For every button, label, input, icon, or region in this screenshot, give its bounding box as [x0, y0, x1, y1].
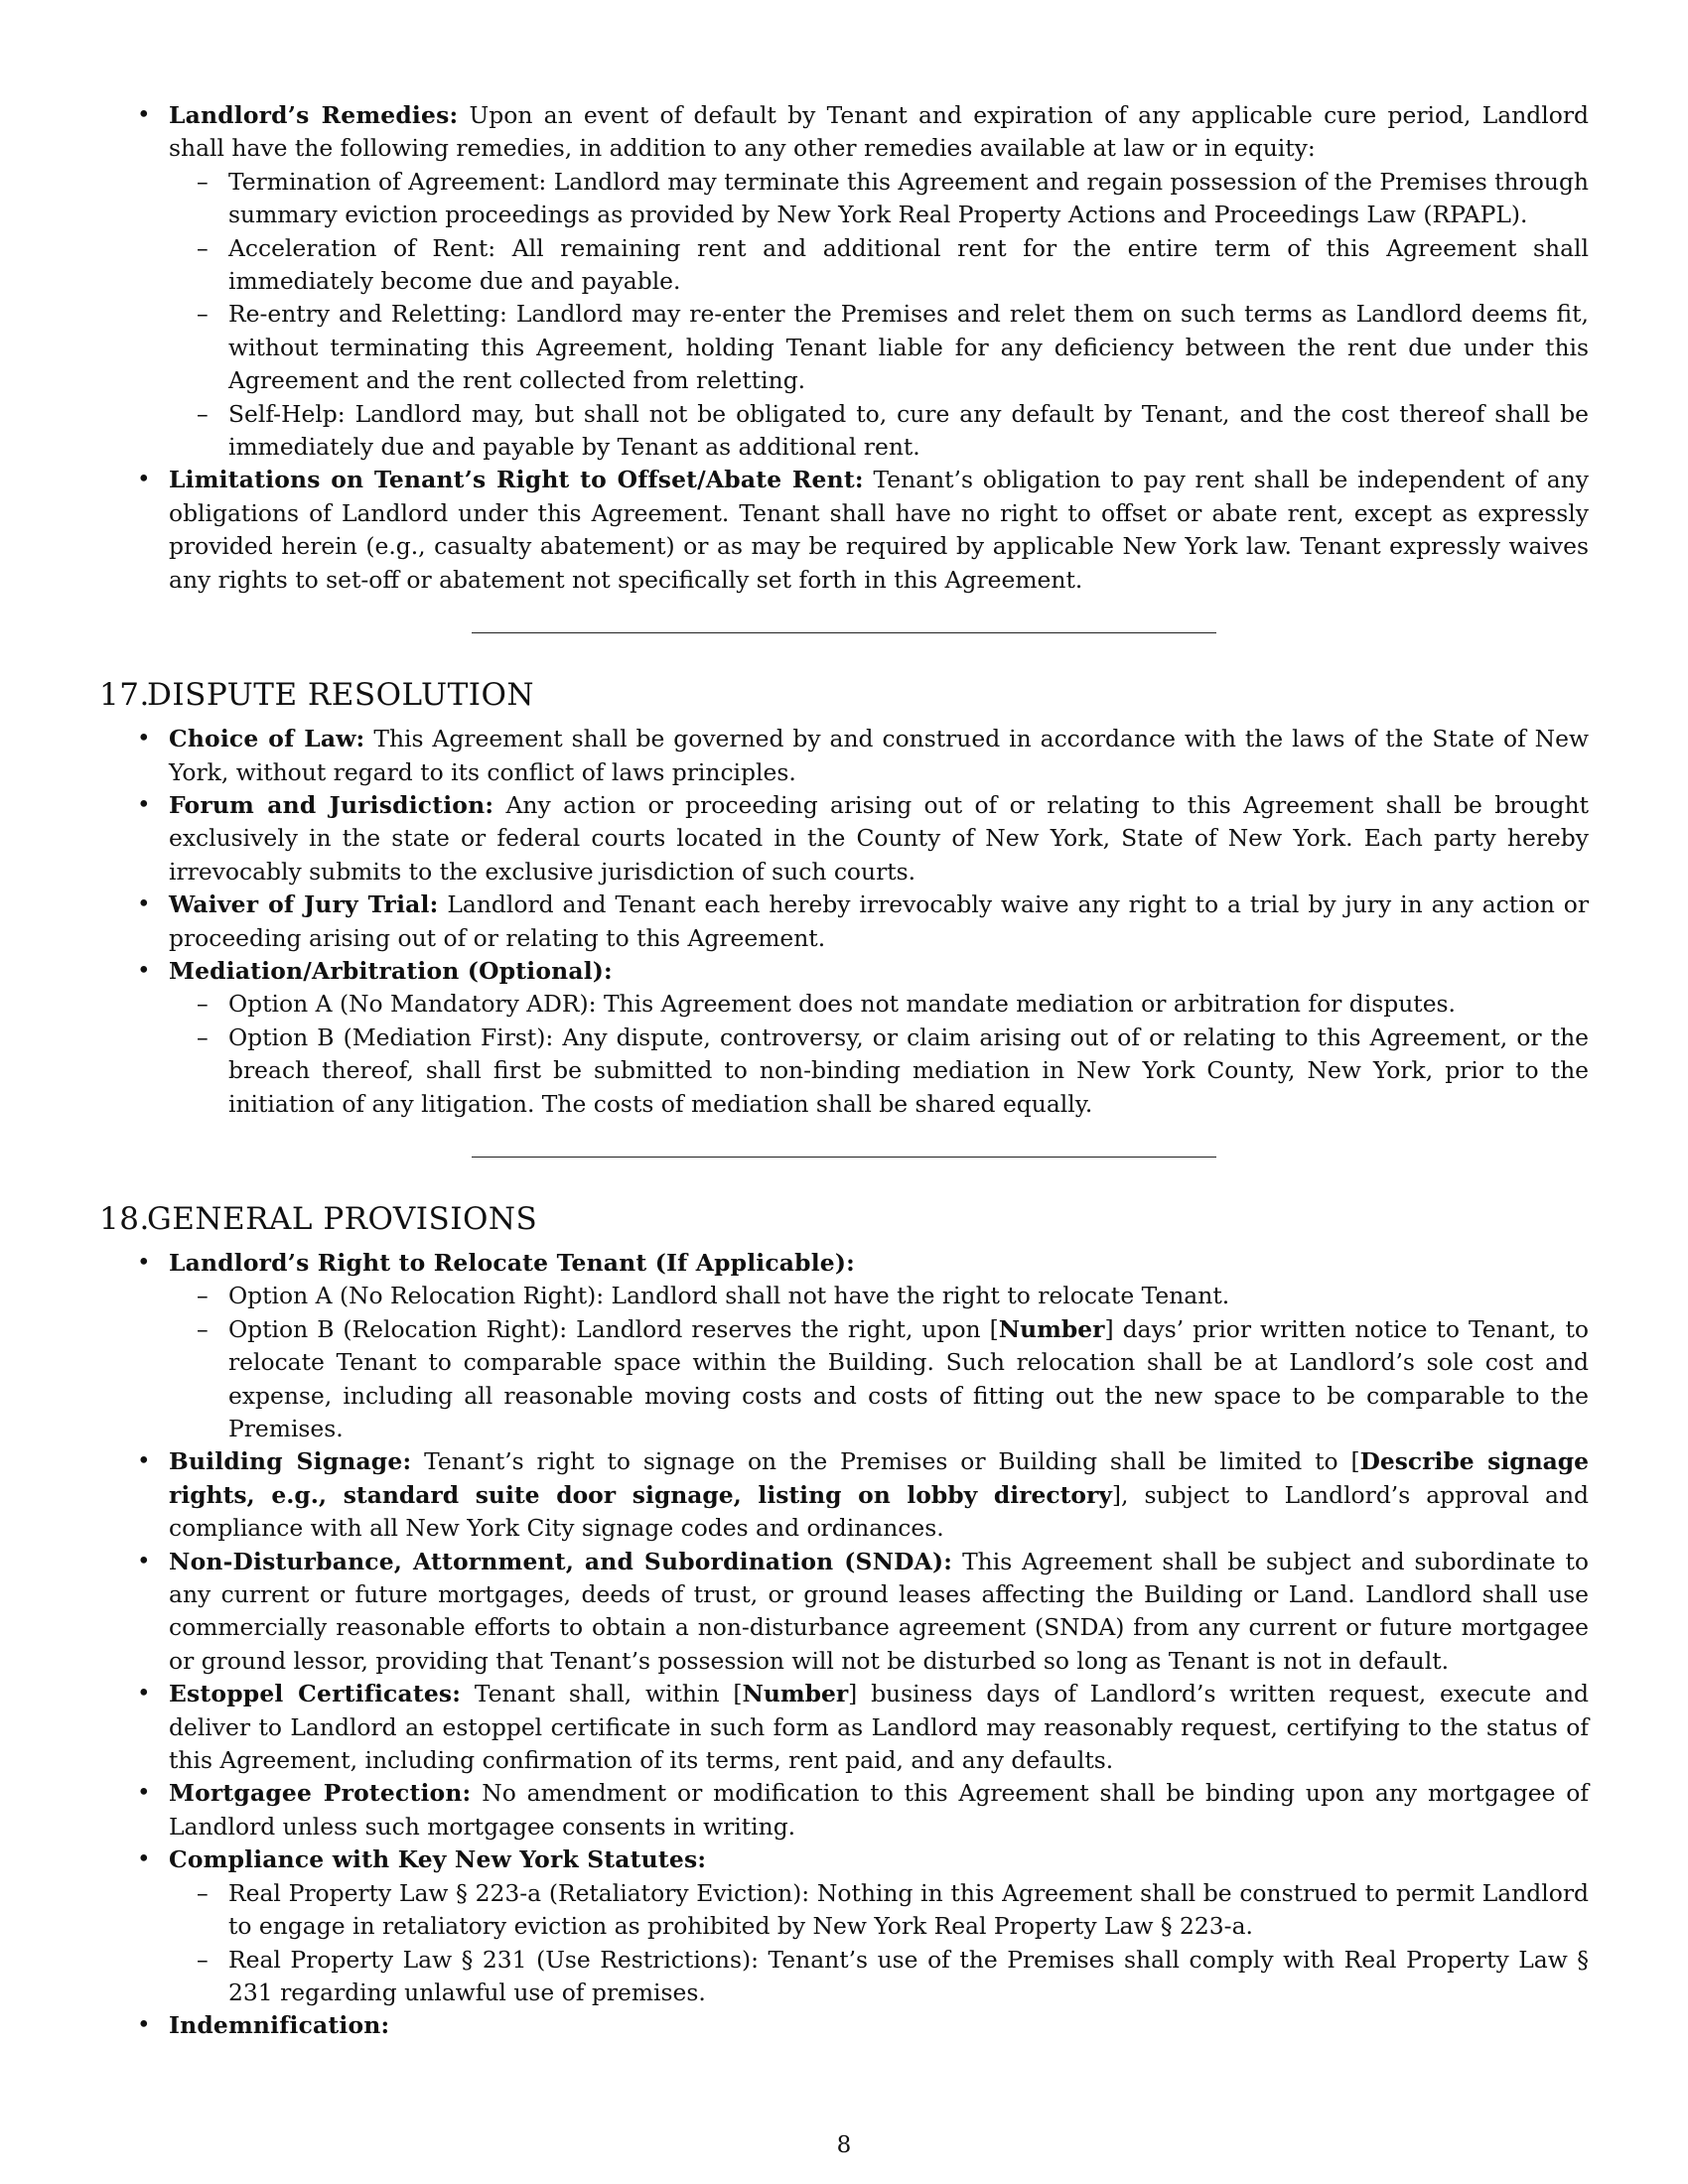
relocation-options	[169, 1280, 1589, 1445]
item-lead: Building Signage:	[169, 1447, 412, 1476]
item-lead: Mortgagee Protection:	[169, 1779, 472, 1808]
section-divider	[472, 1157, 1216, 1158]
sub-item-option-a: – Option A (No Mandatory ADR): This Agreement does not mandate mediation or arbitration for disputes.	[169, 988, 1589, 1021]
section-number: 18.	[99, 1200, 150, 1237]
section-16-continuation	[99, 99, 1589, 597]
section-18-heading	[99, 1199, 1589, 1239]
item-lead: Choice of Law:	[169, 725, 365, 753]
item-text-1: Tenant shall, within [	[461, 1680, 743, 1708]
item-lead: Forum and Jurisdiction:	[169, 790, 494, 819]
list-item-mortgagee-protection	[99, 1777, 1589, 1843]
sub-item-self-help: – Self-Help: Landlord may, but shall not be obligated to, cure any default by Tenant, and the cost thereof shall be immediately due and payable by Tenant as additional rent.	[169, 398, 1589, 465]
section-number: 17.	[99, 677, 150, 714]
item-text: This Agreement shall be subject and subordinate to any current or future mortgages, deeds of trust, or ground leases affecting the Building or Land. Landlord shall use commercially reasonable efforts to obtain a non-disturbance agreement (SNDA) from any current or future mortgagee or ground lessor, providing that Tenant’s possession will not be disturbed so long as Tenant is not in default.	[169, 1547, 1589, 1675]
remedies-sublist	[169, 166, 1589, 465]
list-item-choice-of-law	[99, 723, 1589, 789]
option-b-text-2: ] days’ prior written notice to Tenant, to relocate Tenant to comparable space within the Building. Such relocation shall be at Landlord’s sole cost and expense, including all reasonable moving costs and costs of fitting out the new space to be comparable to the Premises.	[228, 1314, 1589, 1442]
list-item-snda	[99, 1546, 1589, 1679]
item-lead: Waiver of Jury Trial:	[169, 890, 439, 919]
item-lead: Landlord’s Right to Relocate Tenant (If Applicable):	[169, 1248, 855, 1277]
list-item-forum-jurisdiction	[99, 789, 1589, 888]
item-lead: Non-Disturbance, Attornment, and Subordination (SNDA):	[169, 1547, 953, 1575]
list-item-indemnification	[99, 2009, 1589, 2042]
item-text-2: ] business days of Landlord’s written request, execute and deliver to Landlord an estoppel certificate in such form as Landlord may reasonably request, certifying to the status of this Agreement, including confirmation of its terms, rent paid, and any defaults.	[169, 1680, 1590, 1775]
section-title: GENERAL PROVISIONS	[147, 1200, 538, 1237]
item-text: Any action or proceeding arising out of or relating to this Agreement shall be brought exclusively in the state or federal courts located in the County of New York, State of New York. Each party hereby irrevocably submits to the exclusive jurisdiction of such courts.	[169, 790, 1589, 886]
list-item-offset-limitations	[99, 464, 1589, 597]
placeholder-signage: Describe signage rights, e.g., standard suite door signage, listing on lobby directory	[169, 1447, 1589, 1509]
sub-item-rpl-223a: – Real Property Law § 223-a (Retaliatory Eviction): Nothing in this Agreement shall be construed to permit Landlord to engage in retaliatory eviction as prohibited by New York Real Property Law § 223-a.	[169, 1877, 1589, 1944]
list-item-ny-statutes	[99, 1843, 1589, 2009]
list-item-building-signage	[99, 1445, 1589, 1545]
item-lead: Estoppel Certificates:	[169, 1680, 462, 1708]
page-content	[99, 99, 1589, 2043]
item-text-2: ], subject to Landlord’s approval and compliance with all New York City signage codes and ordinances.	[169, 1480, 1589, 1543]
list-item-mediation	[99, 955, 1589, 1121]
item-text-1: Tenant’s right to signage on the Premises or Building shall be limited to [	[411, 1447, 1360, 1476]
item-lead: Landlord’s Remedies:	[169, 101, 459, 129]
section-18-list	[99, 1247, 1589, 2043]
list-item-landlords-remedies	[99, 99, 1589, 464]
sub-item-option-b	[169, 1313, 1589, 1446]
list-item-jury-waiver	[99, 888, 1589, 955]
section-title: DISPUTE RESOLUTION	[147, 677, 535, 714]
item-lead: Indemnification:	[169, 2011, 390, 2040]
item-text: Tenant’s obligation to pay rent shall be independent of any obligations of Landlord under this Agreement. Tenant shall have no right to offset or abate rent, except as expressly provided herein (e.g., casualty abatement) or as may be required by applicable New York law. Tenant expressly waives any rights to set-off or abatement not specifically set forth in this Agreement.	[169, 466, 1589, 594]
placeholder-number: Number	[998, 1314, 1105, 1343]
sub-item-termination: – Termination of Agreement: Landlord may terminate this Agreement and regain possession of the Premises through summary eviction proceedings as provided by New York Real Property Actions and Proceedings Law (RPAPL).	[169, 166, 1589, 232]
sub-item-reentry: – Re-entry and Reletting: Landlord may re-enter the Premises and relet them on such terms as Landlord deems fit, without terminating this Agreement, holding Tenant liable for any deficiency between the rent due under this Agreement and the rent collected from reletting.	[169, 298, 1589, 397]
item-text: Upon an event of default by Tenant and expiration of any applicable cure period, Landlord shall have the following remedies, in addition to any other remedies available at law or in equity:	[169, 101, 1589, 163]
page-number: 8	[836, 2132, 852, 2158]
mediation-options	[169, 988, 1589, 1121]
section-divider	[472, 632, 1216, 633]
sub-item-rpl-231: – Real Property Law § 231 (Use Restrictions): Tenant’s use of the Premises shall comply with Real Property Law § 231 regarding unlawful use of premises.	[169, 1944, 1589, 2010]
item-lead: Compliance with Key New York Statutes:	[169, 1845, 707, 1874]
list-item-relocation	[99, 1247, 1589, 1445]
sub-item-option-a: – Option A (No Relocation Right): Landlord shall not have the right to relocate Tenant.	[169, 1280, 1589, 1312]
option-b-text-1: Option B (Relocation Right): Landlord reserves the right, upon [	[228, 1314, 999, 1343]
section-17-list	[99, 723, 1589, 1121]
section-17-heading	[99, 675, 1589, 715]
sub-item-option-b: – Option B (Mediation First): Any dispute, controversy, or claim arising out of or relating to this Agreement, or the breach thereof, shall first be submitted to non-binding mediation in New York County, New York, prior to the initiation of any litigation. The costs of mediation shall be shared equally.	[169, 1022, 1589, 1121]
item-lead: Mediation/Arbitration (Optional):	[169, 956, 613, 985]
item-text: Landlord and Tenant each hereby irrevocably waive any right to a trial by jury in any action or proceeding arising out of or relating to this Agreement.	[169, 890, 1590, 952]
list-item-estoppel	[99, 1678, 1589, 1777]
sub-item-acceleration: – Acceleration of Rent: All remaining rent and additional rent for the entire term of this Agreement shall immediately become due and payable.	[169, 232, 1589, 299]
item-lead: Limitations on Tenant’s Right to Offset/Abate Rent:	[169, 466, 864, 494]
item-text: This Agreement shall be governed by and construed in accordance with the laws of the State of New York, without regard to its conflict of laws principles.	[169, 725, 1589, 786]
placeholder-number: Number	[742, 1680, 849, 1708]
item-text: No amendment or modification to this Agreement shall be binding upon any mortgagee of Landlord unless such mortgagee consents in writing.	[169, 1779, 1590, 1841]
statutes-sublist	[169, 1877, 1589, 2010]
